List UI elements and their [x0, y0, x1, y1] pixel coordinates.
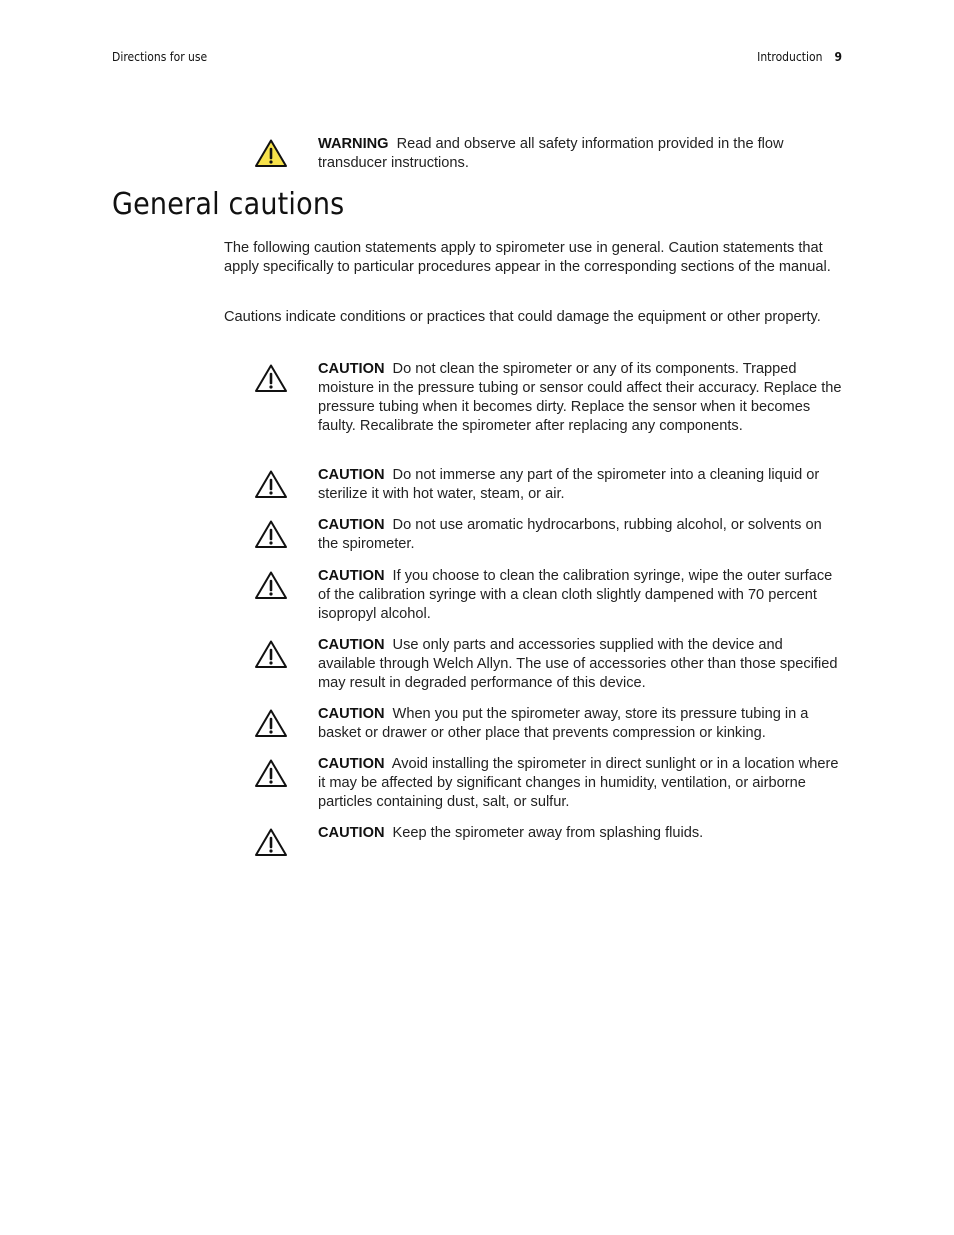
caution-text: Do not immerse any part of the spirometer into a cleaning liquid or sterilize it with hot water, steam, or air. — [318, 467, 820, 502]
caution-label: CAUTION — [318, 517, 385, 533]
caution-text: Do not use aromatic hydrocarbons, rubbing alcohol, or solvents on the spirometer. — [318, 517, 822, 552]
caution-text: Keep the spirometer away from splashing fluids. — [392, 825, 704, 841]
caution-label: CAUTION — [318, 706, 385, 722]
caution-label: CAUTION — [318, 825, 385, 841]
caution-triangle-icon — [254, 708, 288, 738]
section-title: General cautions — [112, 187, 345, 222]
caution-notice — [254, 466, 844, 504]
caution-label: CAUTION — [318, 756, 385, 772]
intro-paragraph: The following caution statements apply to spirometer use in general. Caution statements that apply specifically to particular procedures appear in the corresponding sections of the manual. — [224, 240, 831, 275]
caution-text: If you choose to clean the calibration syringe, wipe the outer surface of the calibration syringe with a clean cloth slightly dampened with 70 percent isopropyl alcohol. — [318, 568, 833, 622]
caution-notice — [254, 705, 844, 743]
caution-text: Do not clean the spirometer or any of its components. Trapped moisture in the pressure tubing or sensor could affect their accuracy. Replace the pressure tubing when it becomes dirty. Replace the sensor when it becomes faulty. Recalibrate the spirometer after replacing any components. — [318, 361, 842, 434]
caution-notice — [254, 567, 844, 624]
caution-triangle-icon — [254, 639, 288, 669]
warning-notice — [254, 135, 844, 173]
caution-label: CAUTION — [318, 637, 385, 653]
caution-notice — [254, 755, 844, 812]
caution-text-block — [318, 824, 844, 843]
caution-triangle-icon — [254, 570, 288, 600]
caution-text: Use only parts and accessories supplied with the device and available through Welch Allyn. The use of accessories other than those specified may result in degraded performance of this device. — [318, 637, 838, 691]
caution-label: CAUTION — [318, 467, 385, 483]
caution-notice — [254, 516, 844, 554]
caution-text-block — [318, 705, 844, 743]
caution-triangle-icon — [254, 827, 288, 857]
caution-text-block — [318, 567, 844, 624]
cautions-definition-paragraph: Cautions indicate conditions or practices that could damage the equipment or other property. — [224, 309, 821, 325]
caution-triangle-icon — [254, 469, 288, 499]
header-section-name: Introduction — [757, 50, 823, 64]
page-number: 9 — [834, 50, 842, 64]
warning-text-block — [318, 135, 844, 173]
caution-text-block — [318, 466, 844, 504]
caution-label: CAUTION — [318, 361, 385, 377]
caution-notice — [254, 636, 844, 693]
caution-text: Avoid installing the spirometer in direct sunlight or in a location where it may be affected by significant changes in humidity, ventilation, or airborne particles containing dust, salt, or sulfur. — [318, 756, 839, 810]
caution-text-block — [318, 360, 844, 436]
caution-triangle-icon — [254, 363, 288, 393]
warning-triangle-icon — [254, 138, 288, 168]
caution-triangle-icon — [254, 519, 288, 549]
warning-label: WARNING — [318, 136, 389, 152]
caution-triangle-icon — [254, 758, 288, 788]
caution-notice — [254, 824, 844, 843]
caution-text-block — [318, 636, 844, 693]
caution-text-block — [318, 755, 844, 812]
warning-text: Read and observe all safety information provided in the flow transducer instructions. — [318, 136, 784, 171]
document-title: Directions for use — [112, 50, 208, 64]
header-section-and-page — [757, 50, 842, 64]
caution-text-block — [318, 516, 844, 554]
caution-label: CAUTION — [318, 568, 385, 584]
caution-text: When you put the spirometer away, store its pressure tubing in a basket or drawer or other place that prevents compression or kinking. — [318, 706, 809, 741]
caution-notice — [254, 360, 844, 436]
